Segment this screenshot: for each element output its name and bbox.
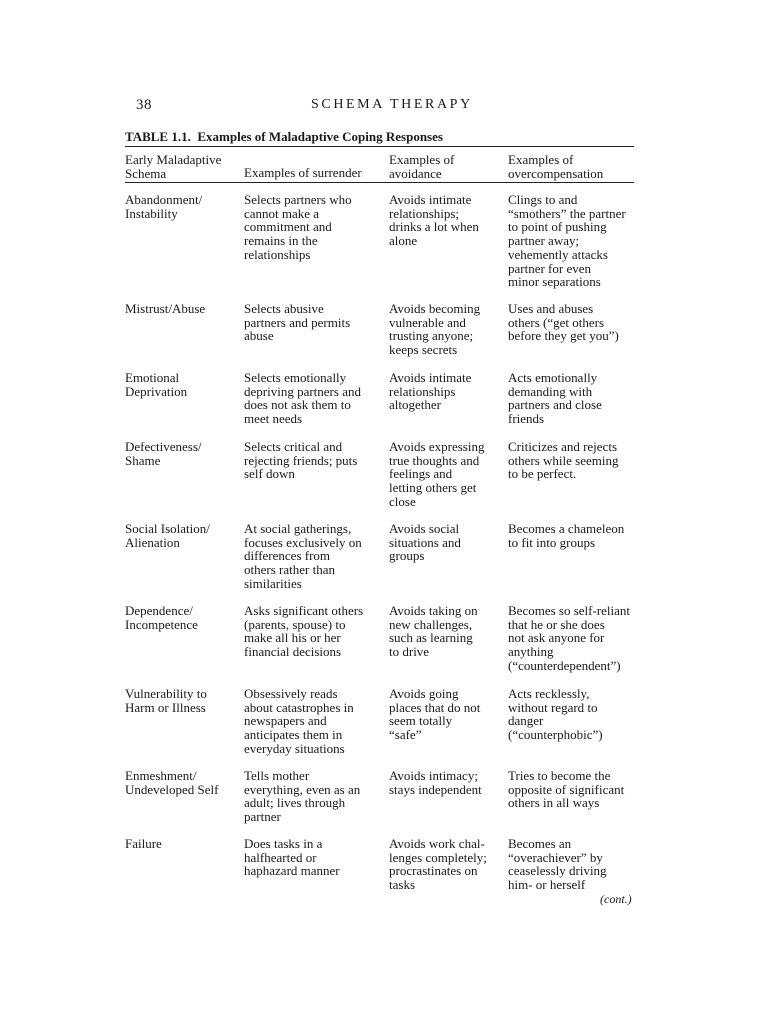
cell-avoidance: Avoids becoming vulnerable and trusting anyone; keeps secrets bbox=[389, 301, 481, 358]
cell-schema: Abandonment/ Instability bbox=[125, 192, 203, 221]
table-caption bbox=[125, 129, 443, 145]
column-header-overcompensation: Examples of overcompensation bbox=[508, 152, 604, 181]
cell-surrender: Does tasks in a halfhearted or haphazard manner bbox=[244, 836, 340, 879]
cell-overcompensation: Becomes an “overachiever” by ceaselessly driving him- or herself bbox=[508, 836, 607, 893]
cell-surrender: Selects critical and rejecting friends; puts self down bbox=[244, 439, 358, 482]
table-caption-label: TABLE 1.1. bbox=[125, 129, 191, 144]
cell-avoidance: Avoids expressing true thoughts and feelings and letting others get close bbox=[389, 439, 485, 509]
column-header-surrender: Examples of surrender bbox=[244, 165, 362, 180]
table-top-rule bbox=[125, 146, 634, 147]
cell-overcompensation: Clings to and “smothers” the partner to point of pushing partner away; vehemently attacks partner for even minor separations bbox=[508, 192, 626, 290]
cell-surrender: Selects partners who cannot make a commitment and remains in the relationships bbox=[244, 192, 352, 262]
cell-surrender: At social gatherings, focuses exclusively on differences from others rather than similarities bbox=[244, 521, 362, 591]
cell-avoidance: Avoids intimate relationships; drinks a lot when alone bbox=[389, 192, 479, 249]
page-number: 38 bbox=[136, 97, 152, 113]
cell-avoidance: Avoids social situations and groups bbox=[389, 521, 461, 564]
cell-overcompensation: Uses and abuses others (“get others before they get you”) bbox=[508, 301, 619, 344]
column-header-schema: Early Maladaptive Schema bbox=[125, 152, 222, 181]
cell-schema: Failure bbox=[125, 836, 162, 851]
cell-overcompensation: Criticizes and rejects others while seeming to be perfect. bbox=[508, 439, 619, 482]
cell-surrender: Selects emotionally depriving partners and does not ask them to meet needs bbox=[244, 370, 361, 427]
cell-avoidance: Avoids taking on new challenges, such as learning to drive bbox=[389, 603, 478, 660]
cell-schema: Mistrust/Abuse bbox=[125, 301, 206, 316]
cell-overcompensation: Acts emotionally demanding with partners and close friends bbox=[508, 370, 602, 427]
cell-overcompensation: Becomes a chameleon to fit into groups bbox=[508, 521, 625, 550]
column-header-avoidance: Examples of avoidance bbox=[389, 152, 455, 181]
cell-avoidance: Avoids intimacy; stays independent bbox=[389, 768, 482, 797]
table-caption-title: Examples of Maladaptive Coping Responses bbox=[197, 129, 443, 144]
cell-overcompensation: Acts recklessly, without regard to danger (“counterphobic”) bbox=[508, 686, 603, 743]
cell-overcompensation: Becomes so self-reliant that he or she does not ask anyone for anything (“counterdependent”) bbox=[508, 603, 631, 673]
cell-schema: Enmeshment/ Undeveloped Self bbox=[125, 768, 219, 797]
cell-avoidance: Avoids work chal- lenges completely; procrastinates on tasks bbox=[389, 836, 487, 893]
cell-avoidance: Avoids going places that do not seem totally “safe” bbox=[389, 686, 481, 743]
cell-schema: Vulnerability to Harm or Illness bbox=[125, 686, 207, 715]
page-header bbox=[136, 97, 636, 117]
table-header-rule bbox=[125, 182, 634, 183]
cell-overcompensation: Tries to become the opposite of significant others in all ways bbox=[508, 768, 625, 811]
cell-avoidance: Avoids intimate relationships altogether bbox=[389, 370, 472, 413]
cell-schema: Emotional Deprivation bbox=[125, 370, 188, 399]
running-head: SCHEMA THERAPY bbox=[311, 97, 473, 112]
cell-schema: Dependence/ Incompetence bbox=[125, 603, 198, 632]
cell-schema: Social Isolation/ Alienation bbox=[125, 521, 210, 550]
cell-schema: Defectiveness/ Shame bbox=[125, 439, 202, 468]
continued-label: (cont.) bbox=[600, 892, 632, 906]
cell-surrender: Tells mother everything, even as an adult; lives through partner bbox=[244, 768, 361, 825]
cell-surrender: Obsessively reads about catastrophes in newspapers and anticipates them in everyday situations bbox=[244, 686, 354, 756]
cell-surrender: Asks significant others (parents, spouse) to make all his or her financial decisions bbox=[244, 603, 364, 660]
cell-surrender: Selects abusive partners and permits abuse bbox=[244, 301, 351, 344]
